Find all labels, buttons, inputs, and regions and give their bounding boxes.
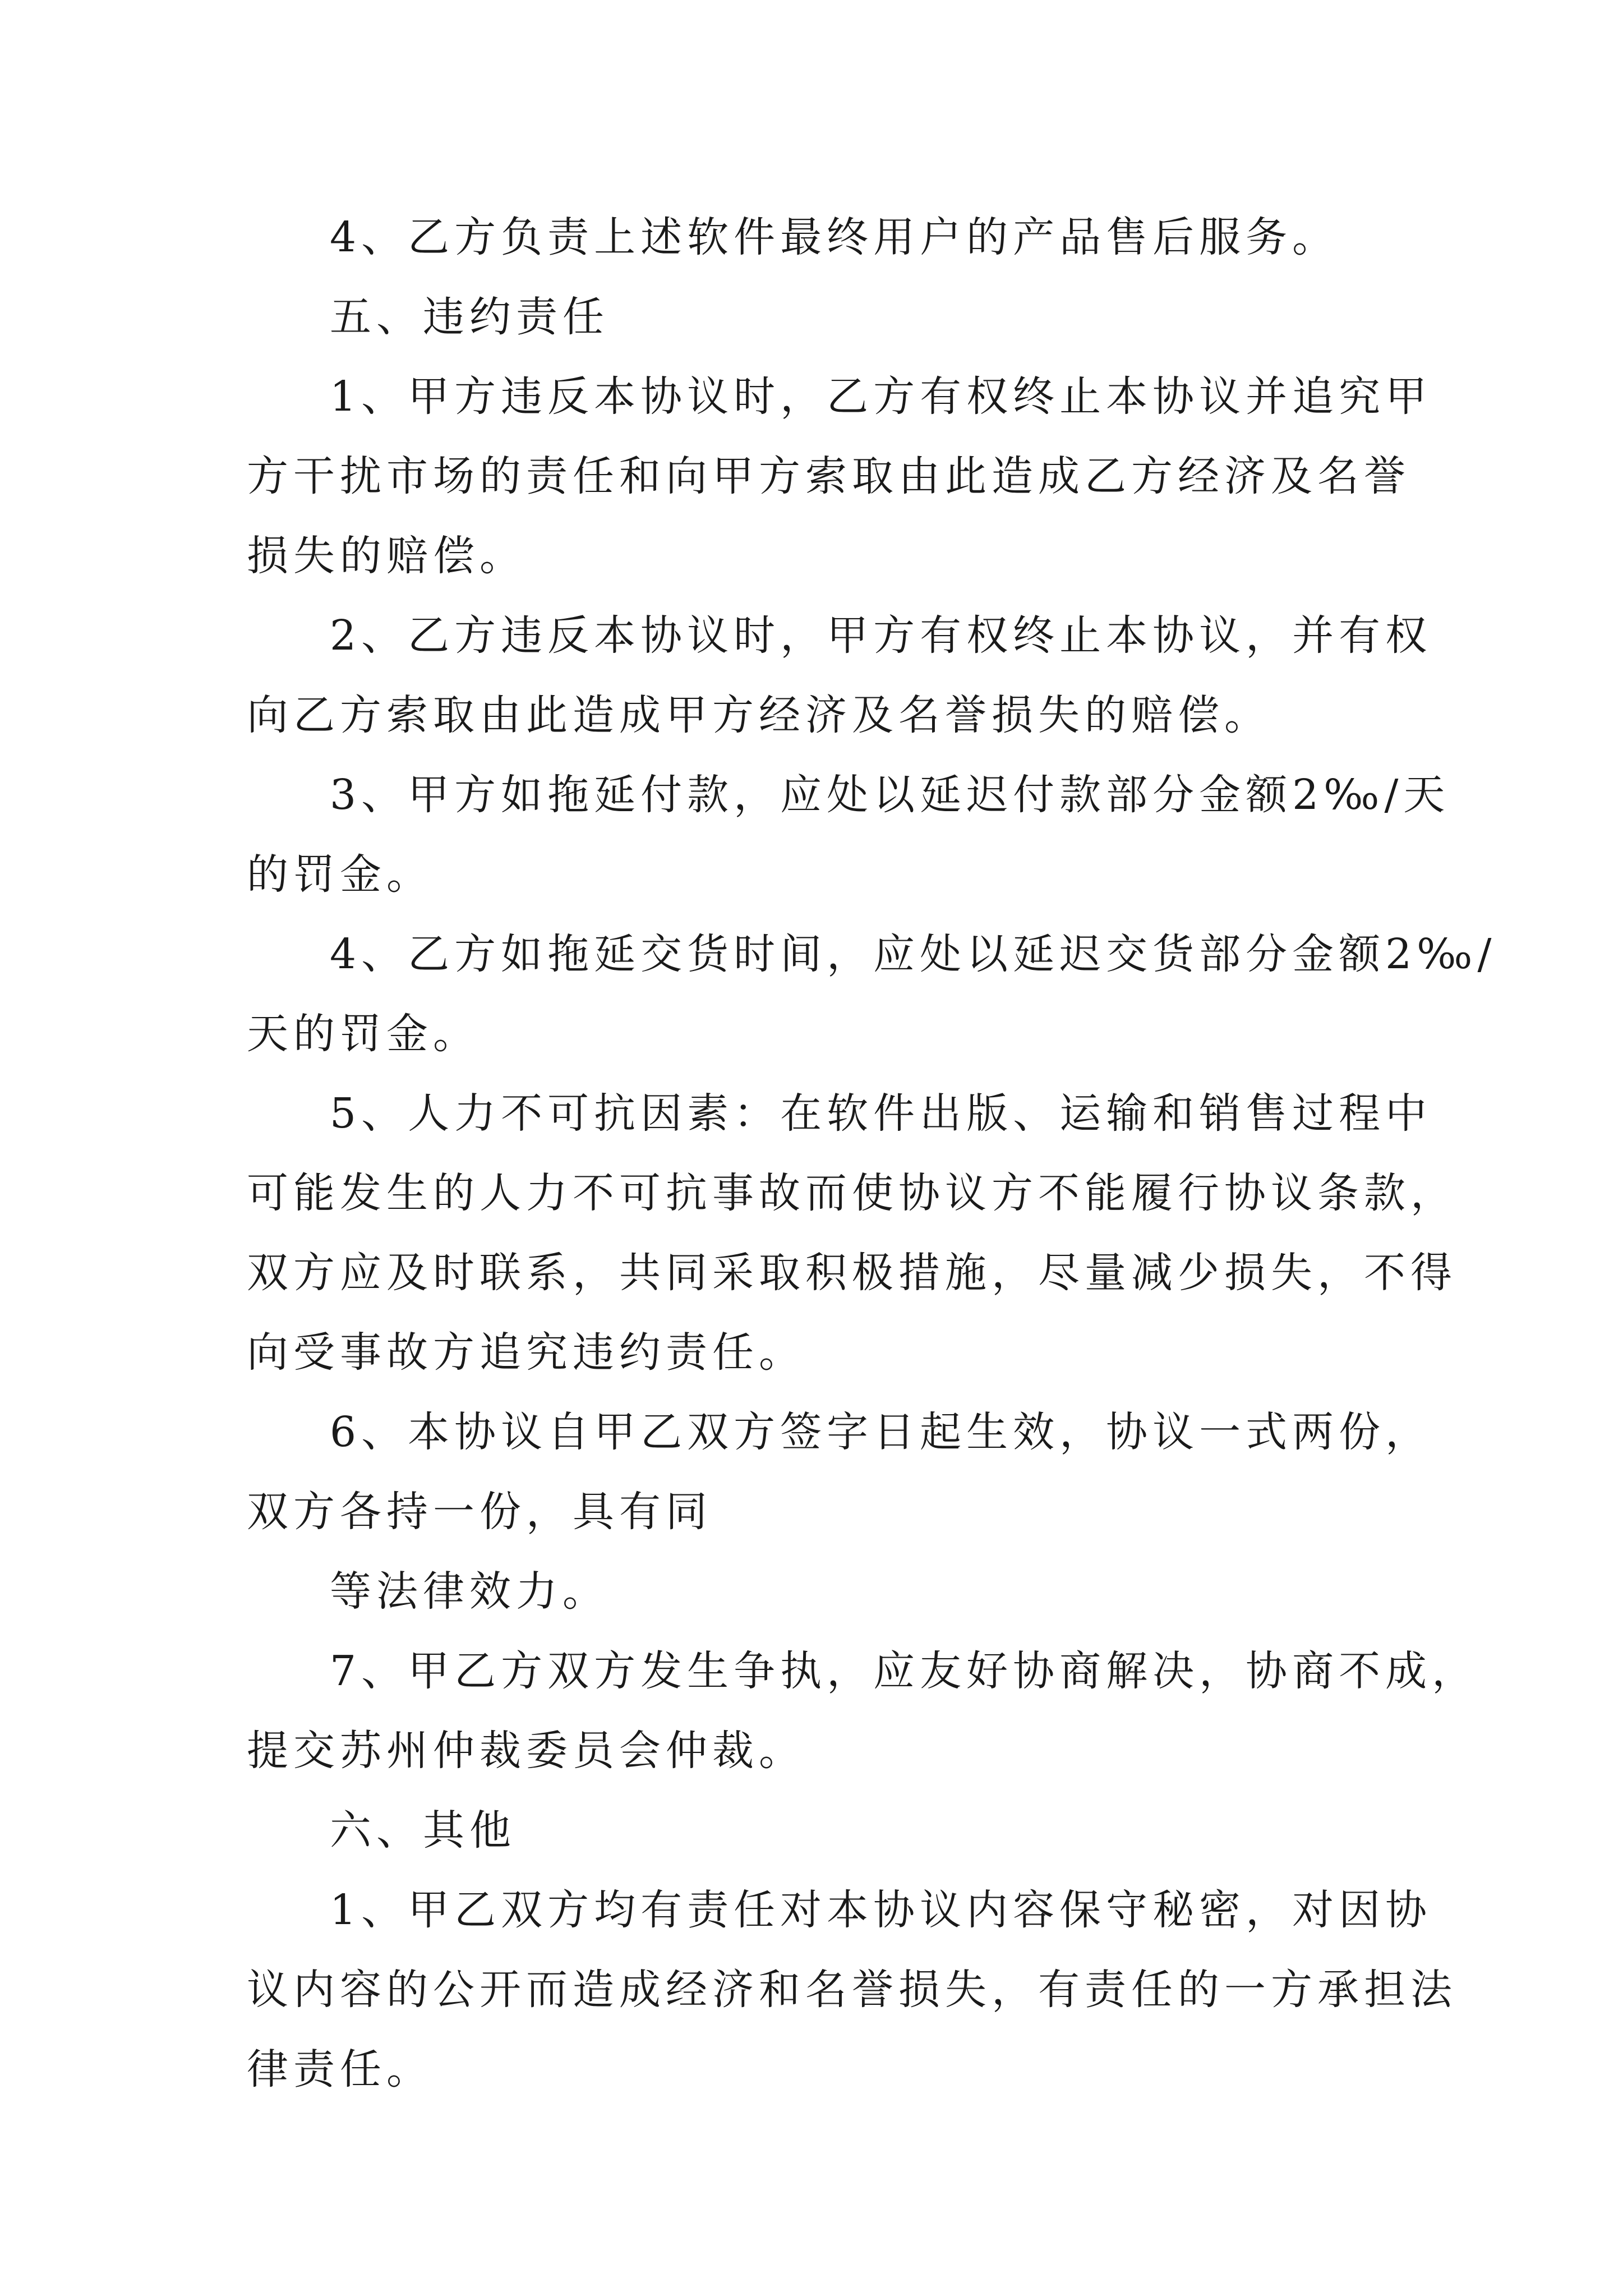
paragraph-line: 可能发生的人力不可抗事故而使协议方不能履行协议条款， xyxy=(247,1169,1457,1217)
section-heading: 五、违约责任 xyxy=(330,293,609,341)
paragraph-line: 1、甲乙双方均有责任对本协议内容保守秘密，对因协 xyxy=(330,1886,1432,1934)
paragraph-line: 提交苏州仲裁委员会仲裁。 xyxy=(247,1727,805,1775)
paragraph-line: 向乙方索取由此造成甲方经济及名誉损失的赔偿。 xyxy=(247,691,1271,739)
paragraph-line: 方干扰市场的责任和向甲方索取由此造成乙方经济及名誉 xyxy=(247,452,1410,500)
paragraph-line: 损失的赔偿。 xyxy=(247,532,526,580)
document-body xyxy=(247,197,1497,2109)
paragraph-line: 天的罚金。 xyxy=(247,1010,479,1058)
paragraph-line: 向受事故方追究违约责任。 xyxy=(247,1328,805,1377)
paragraph-line: 1、甲方违反本协议时，乙方有权终止本协议并追究甲 xyxy=(330,372,1432,421)
paragraph-line: 5、人力不可抗因素：在软件出版、运输和销售过程中 xyxy=(330,1089,1432,1138)
paragraph-line: 4、乙方如拖延交货时间，应处以延迟交货部分金额2‰/ xyxy=(330,930,1497,978)
paragraph-line: 律责任。 xyxy=(247,2045,433,2093)
paragraph-line: 双方应及时联系，共同采取积极措施，尽量减少损失，不得 xyxy=(247,1249,1457,1297)
paragraph-line: 6、本协议自甲乙双方签字日起生效，协议一式两份， xyxy=(330,1408,1432,1456)
paragraph-line: 2、乙方违反本协议时，甲方有权终止本协议，并有权 xyxy=(330,611,1432,660)
paragraph-line: 议内容的公开而造成经济和名誉损失，有责任的一方承担法 xyxy=(247,1966,1457,2014)
paragraph-line: 的罚金。 xyxy=(247,850,433,899)
paragraph-line: 4、乙方负责上述软件最终用户的产品售后服务。 xyxy=(330,213,1339,261)
paragraph-line: 3、甲方如拖延付款，应处以延迟付款部分金额2‰/天 xyxy=(330,771,1450,819)
paragraph-line: 双方各持一份，具有同 xyxy=(247,1488,712,1536)
paragraph-line: 7、甲乙方双方发生争执，应友好协商解决，协商不成， xyxy=(330,1647,1479,1695)
paragraph-line: 等法律效力。 xyxy=(330,1567,609,1616)
section-heading: 六、其他 xyxy=(330,1806,516,1855)
